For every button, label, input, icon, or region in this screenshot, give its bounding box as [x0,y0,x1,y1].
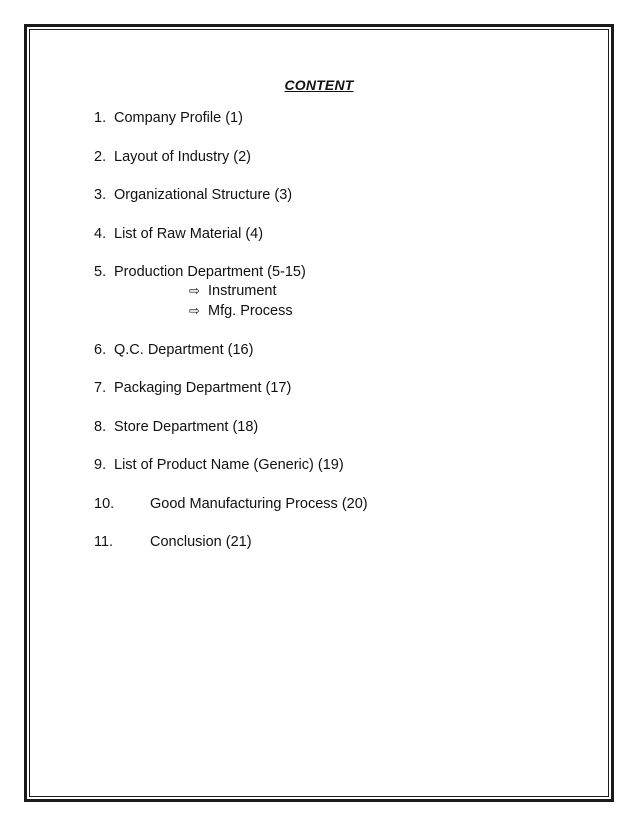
toc-item-good-manufacturing-process [94,496,368,512]
toc-item-number: 9. [94,457,107,473]
toc-item-number: 6. [94,342,107,358]
toc-item-store-department [94,419,258,435]
page-border-inner [29,29,609,797]
toc-item-company-profile [94,110,243,126]
toc-item-number: 7. [94,380,107,396]
toc-item-text: List of Product Name (Generic) (19) [114,457,344,473]
toc-item-number: 8. [94,419,107,435]
toc-item-number: 10. [94,496,115,512]
toc-item-text: Layout of Industry (2) [114,149,252,165]
toc-item-text: List of Raw Material (4) [114,226,264,242]
page-title: CONTENT [284,77,354,93]
toc-item-number: 4. [94,226,107,242]
toc-item-production-department [94,264,306,280]
toc-item-number: 3. [94,187,107,203]
right-arrow-icon: ⇨ [189,304,200,319]
toc-subitem-text: Instrument [208,283,277,299]
toc-item-qc-department [94,342,253,358]
toc-item-text: Organizational Structure (3) [114,187,293,203]
toc-item-text: Conclusion (21) [150,534,252,550]
toc-item-text: Packaging Department (17) [114,380,292,396]
toc-item-layout-of-industry [94,149,251,165]
right-arrow-icon: ⇨ [189,284,200,299]
toc-item-product-name [94,457,344,473]
toc-item-text: Good Manufacturing Process (20) [150,496,368,512]
toc-item-number: 1. [94,110,107,126]
toc-item-conclusion [94,534,252,550]
toc-item-packaging-department [94,380,291,396]
toc-item-number: 5. [94,264,107,280]
toc-item-text: Company Profile (1) [114,110,243,126]
toc-item-organizational-structure [94,187,292,203]
toc-item-text: Production Department (5-15) [114,264,306,280]
toc-item-number: 11. [94,534,114,550]
toc-subitem-instrument [189,283,277,299]
toc-item-raw-material [94,226,263,242]
toc-item-number: 2. [94,149,107,165]
toc-subitem-text: Mfg. Process [208,303,293,319]
toc-item-text: Store Department (18) [114,419,259,435]
toc-subitem-mfg-process [189,303,293,319]
toc-item-text: Q.C. Department (16) [114,342,254,358]
